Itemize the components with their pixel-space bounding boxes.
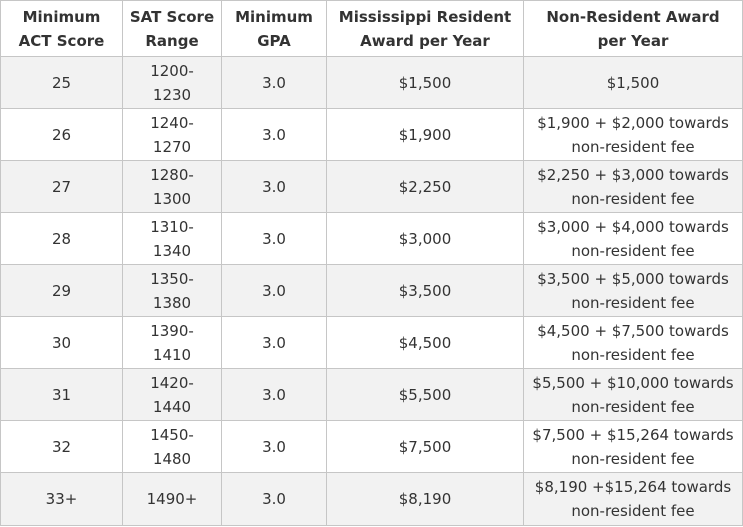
cell-line: 1410 — [152, 345, 192, 364]
header-min-act-score — [1, 1, 123, 57]
gpa-cell: 3.0 — [222, 265, 327, 317]
sat-range-cell — [123, 213, 222, 265]
resident-award-cell: $1,500 — [327, 57, 524, 109]
cell-line: non-resident fee — [571, 137, 695, 156]
resident-award-cell: $2,250 — [327, 161, 524, 213]
sat-range-cell — [123, 109, 222, 161]
resident-award-cell: $3,500 — [327, 265, 524, 317]
cell-line: 1340 — [152, 241, 192, 260]
table-row — [1, 57, 743, 109]
header-line: GPA — [257, 31, 291, 50]
header-line: SAT Score — [129, 7, 215, 26]
header-resident-award — [327, 1, 524, 57]
table-row — [1, 213, 743, 265]
cell-line: 1270 — [152, 137, 192, 156]
gpa-cell: 3.0 — [222, 473, 327, 526]
act-score-cell: 33+ — [1, 473, 123, 526]
header-sat-score-range — [123, 1, 222, 57]
cell-line: 1230 — [152, 85, 192, 104]
resident-award-cell: $3,000 — [327, 213, 524, 265]
gpa-cell: 3.0 — [222, 57, 327, 109]
gpa-cell: 3.0 — [222, 109, 327, 161]
table-row — [1, 369, 743, 421]
table-row — [1, 161, 743, 213]
resident-award-cell: $8,190 — [327, 473, 524, 526]
act-score-cell: 25 — [1, 57, 123, 109]
table-row — [1, 473, 743, 526]
header-line: Range — [145, 31, 199, 50]
cell-line: non-resident fee — [571, 241, 695, 260]
act-score-cell: 31 — [1, 369, 123, 421]
cell-line: $4,500 + $7,500 towards — [537, 321, 729, 340]
nonresident-award-cell — [524, 421, 743, 473]
table-row — [1, 109, 743, 161]
cell-line: $3,000 + $4,000 towards — [537, 217, 729, 236]
sat-range-cell — [123, 473, 222, 526]
cell-line: 1300 — [152, 189, 192, 208]
cell-line: $8,190 +$15,264 towards — [534, 478, 732, 496]
cell-line: 1380 — [152, 293, 192, 312]
resident-award-cell: $4,500 — [327, 317, 524, 369]
table-row — [1, 265, 743, 317]
sat-range-cell — [123, 369, 222, 421]
cell-line: 1480 — [152, 449, 192, 468]
cell-line: 1440 — [152, 397, 192, 416]
cell-line: 1310- — [150, 217, 194, 236]
act-score-cell: 29 — [1, 265, 123, 317]
gpa-cell: 3.0 — [222, 161, 327, 213]
gpa-cell: 3.0 — [222, 421, 327, 473]
table-row — [1, 421, 743, 473]
header-line: Minimum — [235, 7, 313, 26]
cell-line: $1,500 — [606, 73, 660, 92]
header-line: Mississippi Resident — [338, 7, 512, 26]
nonresident-award-cell — [524, 369, 743, 421]
resident-award-cell: $7,500 — [327, 421, 524, 473]
cell-line: non-resident fee — [571, 189, 695, 208]
nonresident-award-cell — [524, 109, 743, 161]
resident-award-cell: $5,500 — [327, 369, 524, 421]
cell-line: 1280- — [150, 165, 194, 184]
cell-line: non-resident fee — [571, 293, 695, 312]
header-line: ACT Score — [18, 31, 105, 50]
cell-line: 1450- — [150, 425, 194, 444]
cell-line: $2,250 + $3,000 towards — [537, 165, 729, 184]
table-row — [1, 317, 743, 369]
header-min-gpa — [222, 1, 327, 57]
gpa-cell: 3.0 — [222, 369, 327, 421]
cell-line: $7,500 + $15,264 towards — [532, 425, 734, 444]
act-score-cell: 26 — [1, 109, 123, 161]
nonresident-award-cell — [524, 57, 743, 109]
cell-line: non-resident fee — [571, 502, 695, 520]
cell-line: 1350- — [150, 269, 194, 288]
sat-range-cell — [123, 421, 222, 473]
header-line: Non-Resident Award — [546, 7, 720, 26]
sat-range-cell — [123, 161, 222, 213]
cell-line: 1240- — [150, 113, 194, 132]
cell-line: $1,900 + $2,000 towards — [537, 113, 729, 132]
sat-range-cell — [123, 265, 222, 317]
cell-line: 1490+ — [146, 490, 198, 508]
act-score-cell: 30 — [1, 317, 123, 369]
gpa-cell: 3.0 — [222, 213, 327, 265]
cell-line: $5,500 + $10,000 towards — [532, 373, 734, 392]
sat-range-cell — [123, 57, 222, 109]
nonresident-award-cell — [524, 317, 743, 369]
header-line: per Year — [597, 31, 669, 50]
cell-line: non-resident fee — [571, 397, 695, 416]
cell-line: 1390- — [150, 321, 194, 340]
cell-line: 1200- — [150, 61, 194, 80]
nonresident-award-cell — [524, 161, 743, 213]
cell-line: non-resident fee — [571, 345, 695, 364]
nonresident-award-cell — [524, 213, 743, 265]
table-header-row — [1, 1, 743, 57]
nonresident-award-cell — [524, 265, 743, 317]
gpa-cell: 3.0 — [222, 317, 327, 369]
resident-award-cell: $1,900 — [327, 109, 524, 161]
header-line: Minimum — [22, 7, 101, 26]
sat-range-cell — [123, 317, 222, 369]
cell-line: non-resident fee — [571, 449, 695, 468]
nonresident-award-cell — [524, 473, 743, 526]
header-nonresident-award — [524, 1, 743, 57]
act-score-cell: 32 — [1, 421, 123, 473]
act-score-cell: 28 — [1, 213, 123, 265]
header-line: Award per Year — [360, 31, 490, 50]
cell-line: 1420- — [150, 373, 194, 392]
act-score-cell: 27 — [1, 161, 123, 213]
cell-line: $3,500 + $5,000 towards — [537, 269, 729, 288]
